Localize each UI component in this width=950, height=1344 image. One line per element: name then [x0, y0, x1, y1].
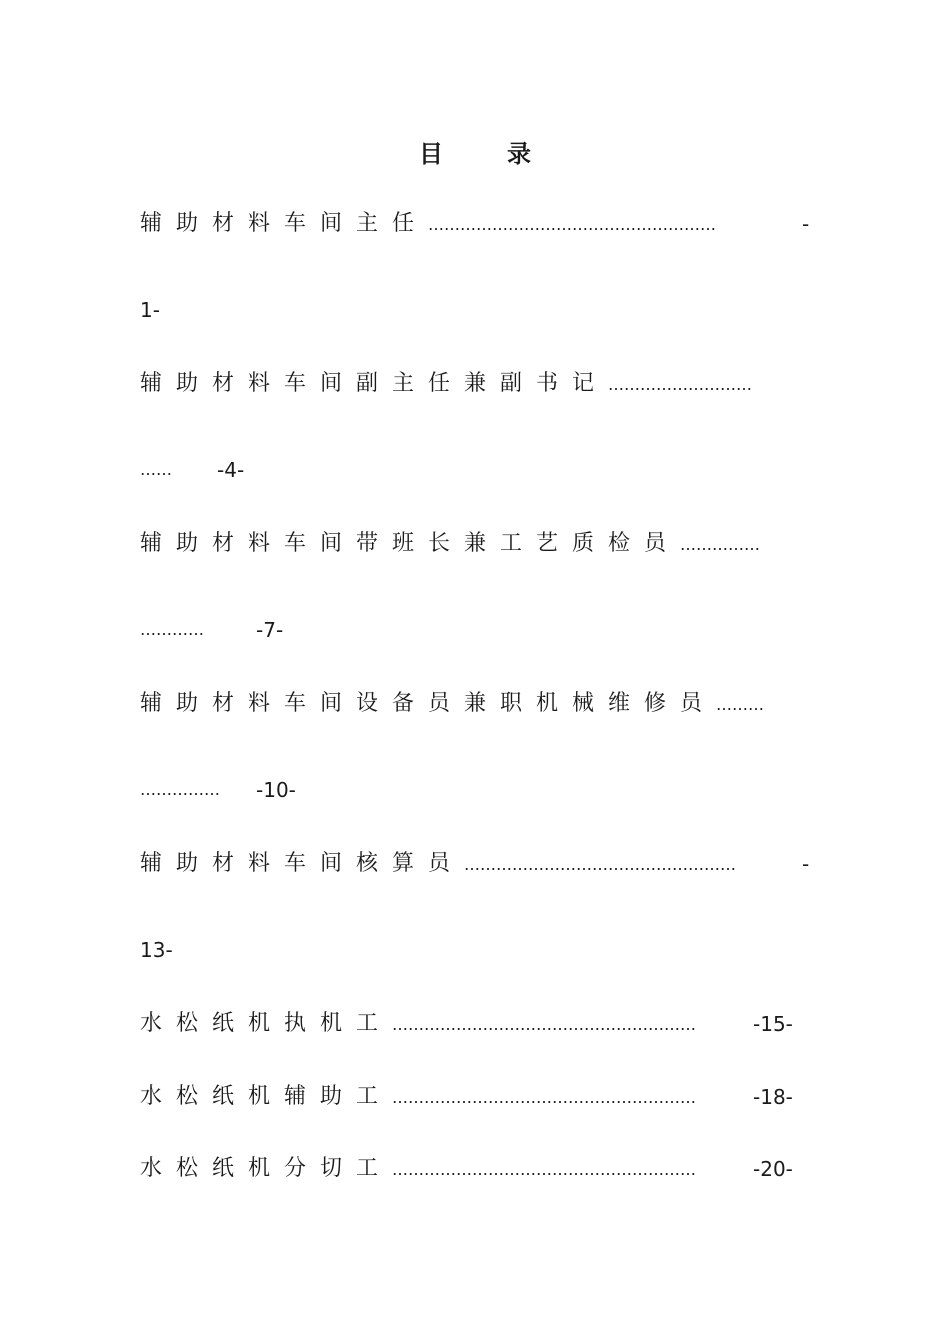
- toc-entry-label: 水松纸机分切工: [140, 1156, 393, 1181]
- toc-entry-6[interactable]: [140, 1009, 696, 1040]
- toc-entry-2[interactable]: [140, 369, 752, 400]
- toc-entry-5[interactable]: [140, 849, 736, 880]
- toc-entry-page[interactable]: -7-: [256, 618, 284, 642]
- toc-entry-page[interactable]: -4-: [217, 458, 245, 482]
- toc-entry-page[interactable]: -15-: [753, 1012, 793, 1036]
- toc-entry-label: 辅助材料车间主任: [140, 211, 429, 236]
- toc-leader-dots: …………………………………………………: [392, 1160, 697, 1179]
- toc-entry-page[interactable]: -10-: [256, 778, 296, 802]
- toc-leader-dots: …………………………………………………: [392, 1088, 697, 1107]
- toc-entry-tail: -: [802, 212, 810, 236]
- toc-entry-page[interactable]: 13-: [140, 938, 173, 962]
- toc-entry-page[interactable]: 1-: [140, 298, 160, 322]
- toc-entry-1[interactable]: [140, 209, 716, 240]
- toc-entry-7[interactable]: [140, 1082, 696, 1113]
- toc-entry-label: 水松纸机辅助工: [140, 1084, 393, 1109]
- toc-title: [0, 134, 950, 169]
- toc-leader-dots: ………………………: [608, 375, 753, 394]
- toc-leader-dots: ………: [716, 695, 765, 714]
- toc-entry-label: 辅助材料车间设备员兼职机械维修员: [140, 691, 717, 716]
- toc-entry-4[interactable]: [140, 689, 764, 720]
- toc-entry-label: 辅助材料车间副主任兼副书记: [140, 371, 609, 396]
- toc-leader-dots: ……………………………………………: [464, 855, 737, 874]
- toc-entry-3[interactable]: [140, 529, 760, 560]
- toc-leader-dots: ……………: [680, 535, 761, 554]
- toc-entry-tail: -: [802, 852, 810, 876]
- toc-leader-dots-cont: ……………: [140, 780, 220, 799]
- title-char-2: 录: [507, 140, 531, 168]
- toc-entry-label: 辅助材料车间带班长兼工艺质检员: [140, 531, 681, 556]
- toc-entry-page[interactable]: -20-: [753, 1157, 793, 1181]
- toc-entry-page[interactable]: -18-: [753, 1085, 793, 1109]
- toc-leader-dots: …………………………………………………: [392, 1015, 697, 1034]
- toc-entry-label: 水松纸机执机工: [140, 1011, 393, 1036]
- toc-leader-dots-cont: …………: [140, 620, 204, 639]
- toc-entry-8[interactable]: [140, 1154, 696, 1185]
- toc-leader-dots-cont: ……: [140, 460, 172, 479]
- toc-leader-dots: ………………………………………………: [428, 215, 717, 234]
- toc-entry-label: 辅助材料车间核算员: [140, 851, 465, 876]
- title-char-1: 目: [419, 140, 443, 168]
